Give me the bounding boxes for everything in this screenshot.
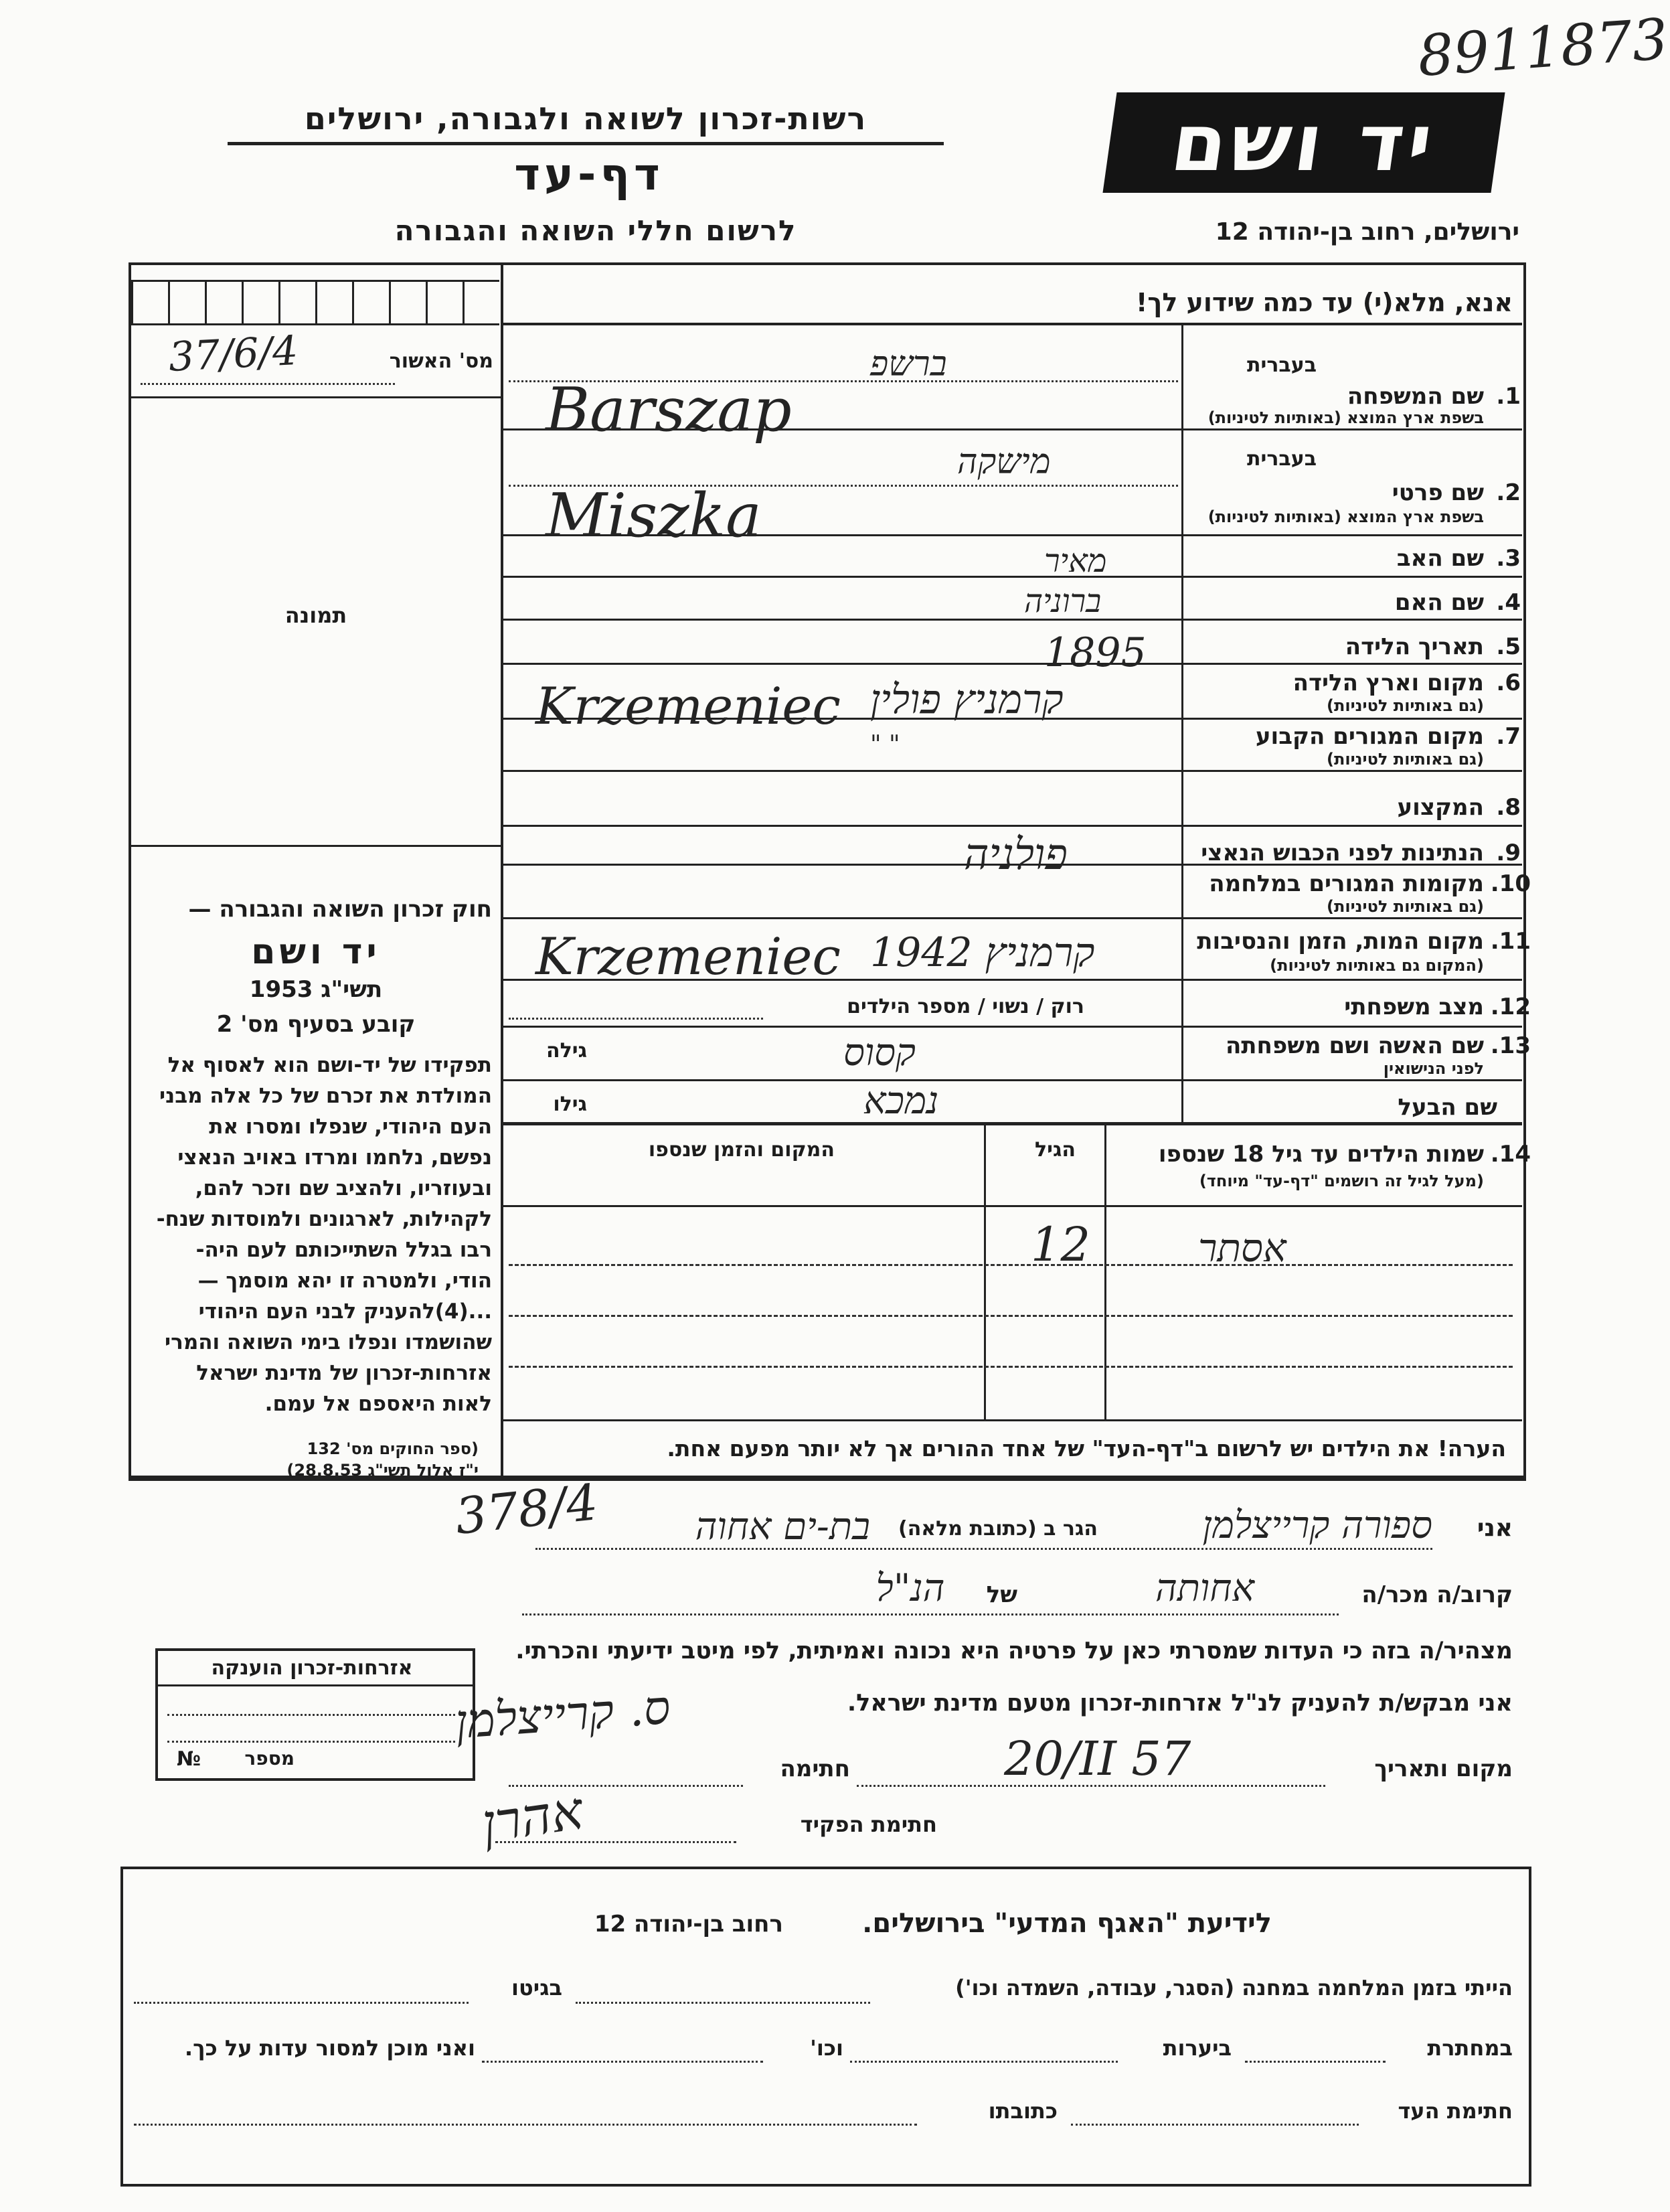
children-col-2 [1104,1122,1106,1421]
field-2-label: שם פרטי [1392,479,1484,506]
bottom-dots-2a [1245,2061,1386,2063]
citizenship-dot-2 [167,1741,455,1743]
law-line: שהושמדו ונפלו בימי השואה והמרי [165,1330,492,1354]
field-7-sub: (גם באותיות לטיניות) [1327,750,1484,769]
mother-name: ברוניה [1024,582,1102,620]
authority-underline [228,142,944,145]
field-6-label: מקום וארץ הלידה [1292,669,1484,696]
field-11-sub: (המקום גם באותיות לטיניות) [1270,956,1484,975]
field-2-hebrew-tag: בעברית [1247,447,1317,471]
birth-place: קרמניץ פולין [870,676,1064,723]
field-3-num: 3. [1496,545,1521,572]
field-9-num: 9. [1496,840,1521,866]
marital-status: רוק / נשוי / מספר הילדים [847,995,1084,1018]
law-line: ובעוזריו, ולהציב שם וזכר להם, [195,1176,492,1200]
children-note: הערה! את הילדים יש לרשום ב"דף-העד" של אחד ההורים אך לא יותר מפעם אחת. [667,1435,1506,1462]
law-year: תשי"ג 1953 [249,976,383,1003]
firstname-latin: Miszka [546,481,762,551]
field-5-num: 5. [1496,633,1521,660]
children-row-3 [509,1315,1513,1317]
husband-name: נמכא [863,1079,939,1123]
field-13-label: שם האשה ושם משפחתה [1225,1032,1484,1059]
decl-name: ספורה קרייצלמן [1202,1504,1432,1547]
field-9-label: הנתינות לפני הכבוש הנאצי [1201,840,1484,866]
husband-label: שם הבעל [1398,1094,1497,1121]
code-boxes [131,280,499,325]
field-4-num: 4. [1496,589,1521,616]
law-text [137,1050,492,1419]
field-2-sub: בשפת ארץ המוצא (באותיות לטיניות) [1207,507,1484,526]
citizenship-inner-line [155,1684,473,1686]
law-ref-1: (ספר החוקים מס' 132 [307,1439,479,1458]
logo-text: יד ושם [1165,96,1442,189]
permit-label: מס' האשור [389,349,493,373]
permit-line [141,383,395,385]
bottom-line2-c: וכו' [810,2035,843,2061]
archive-number: 8911873 [1416,6,1670,89]
surname-latin: Barszap [546,375,792,445]
field-12-label: מצב משפחתי [1344,994,1484,1020]
law-line: העם היהודי, שנפלו ומסרו את [209,1115,492,1139]
field-8-label: המקצוע [1397,794,1484,821]
photo-divider [131,845,501,847]
law-name: יד ושם [251,932,381,972]
citizenship-label: אזרחות-זכרון הוענקה [211,1656,413,1680]
bottom-line2-a: במחתרת [1427,2035,1513,2061]
children-col-age: הגיל [1035,1138,1076,1162]
decl-date-line [857,1785,1325,1787]
field-13-num: 13. [1490,1032,1531,1059]
citizenship-number-label: מספר [244,1747,295,1769]
field-2-num: 2. [1496,479,1521,506]
field-11-label: מקום המות, הזמן והנסיבות [1197,928,1484,955]
bottom-line3-b: כתובתו [988,2098,1058,2124]
bottom-line2-d: ואני מוכן למסור עדות על כך. [184,2035,475,2061]
row-line-3 [501,576,1522,578]
bottom-line2-b: ביערות [1163,2035,1232,2061]
field-1-sub: בשפת ארץ המוצא (באותיות לטיניות) [1207,408,1484,427]
decl-of-label: של [986,1581,1017,1608]
photo-label: תמונה [284,603,347,628]
citizenship-dot-1 [167,1714,455,1716]
yad-vashem-logo [1102,92,1505,193]
law-line: אזרחות-זכרון של מדינת ישראל [196,1361,492,1385]
request-divider [501,323,1522,325]
row-line-4 [501,619,1522,621]
law-line: לקהילות, לארגונים ולמוסדות שנח- [156,1207,492,1231]
decl-statement-1: מצהיר/ה בזה כי העדות שמסרתי כאן על פרטיה היא נכונה ואמיתית, לפי מיטב ידיעתי והכרתי. [515,1638,1513,1664]
law-line: ...(4)להעניק לבני העם היהודי [198,1299,492,1324]
decl-signature: ס. קרייצלמן [453,1679,673,1750]
field-10-sub: (גם באותיות לטיניות) [1327,897,1484,916]
children-row-1 [501,1205,1522,1207]
bottom-line1-a: הייתי בזמן המלחמה במחנה (הסגר, עבודה, השמדה וכו') [955,1975,1513,2000]
decl-officer-line [495,1841,736,1843]
field-1-label: שם המשפחה [1347,383,1484,410]
field-10-label: מקומות המגורים במלחמה [1209,870,1484,897]
decl-officer-signature: אהרן [478,1780,587,1855]
law-line: תפקידו של יד-ושם הוא לאסוף אל [167,1053,492,1077]
field-6-sub: (גם באותיות לטיניות) [1327,696,1484,715]
field-4-label: שם האם [1394,589,1484,616]
bottom-dots-2c [482,2061,763,2063]
row-line-12 [501,1026,1522,1028]
father-name: מאיר [1044,542,1107,580]
form-subtitle: לרשום חללי השואה והגבורה [394,214,797,247]
child-name: אסתר [1198,1225,1286,1271]
bottom-dots-1b [134,2002,469,2004]
field-10-num: 10. [1490,870,1531,897]
row-line-7 [501,770,1522,772]
law-clause: קובע בסעיף מס' 2 [216,1011,416,1038]
authority-name: רשות-זכרון לשואה ולגבורה, ירושלים [304,100,867,137]
decl-relative-label: קרוב/ה מכר/ה [1361,1581,1513,1608]
decl-statement-2: אני מבקש/ת להעניק לנ"ל אזרחות-זכרון מטעם מדינת ישראל. [847,1690,1513,1717]
decl-line-1 [535,1548,1432,1550]
nationality: פולניה [964,830,1068,880]
row-line-8 [501,825,1522,827]
children-count-line [509,1018,763,1020]
law-line: הודי, ולמטרה זו יהא מוסמך — [197,1269,492,1293]
law-title: חוק זכרון השואה והגבורה — [188,896,492,923]
firstname-hebrew: מישקה [957,442,1051,482]
header-address: ירושלים, רחוב בן-יהודה 12 [1215,218,1519,246]
permit-value: 37/6/4 [167,327,299,382]
wife-name: קסוס [843,1031,916,1075]
permit-divider [131,396,501,398]
children-header-line [501,1122,1522,1124]
row-line-13 [501,1079,1522,1081]
field-8-num: 8. [1496,794,1521,821]
bottom-dots-3b [134,2124,917,2126]
field-12-num: 12. [1490,994,1531,1020]
decl-residing: הגר ב (כתובת מלאה) [898,1517,1098,1540]
decl-place-date-label: מקום ותאריך [1374,1755,1513,1782]
law-line: רבו בגלל השתייכותם לעם היה- [195,1238,492,1262]
law-line: לאות היאספם אל עמם. [264,1392,492,1416]
bottom-dots-2b [850,2061,1118,2063]
children-row-4 [509,1366,1513,1368]
row-line-5 [501,663,1522,665]
field-1-num: 1. [1496,383,1521,410]
row-line-10 [501,917,1522,919]
decl-signature-label: חתימה [780,1755,850,1782]
field-11-num: 11. [1490,928,1531,955]
children-table-bottom [501,1419,1522,1421]
law-ref-2: י"ז אלול תשי"ג 28.8.53) [286,1461,479,1480]
field-7-label: מקום המגורים הקבוע [1255,723,1484,750]
bottom-address: רחוב בן-יהודה 12 [594,1911,783,1938]
decl-officer-label: חתימת הפקיד [800,1812,937,1837]
field-7-num: 7. [1496,723,1521,750]
field-1-hebrew-tag: בעברית [1247,353,1317,377]
decl-date: 20/II 57 [1004,1731,1191,1786]
children-sub: (מעל לגיל זה רושמים "דף-עד" מיוחד) [1199,1172,1484,1190]
children-row-2 [509,1264,1513,1266]
bottom-dots-3a [1071,2124,1359,2126]
birth-date: 1895 [1044,629,1147,676]
bottom-title: לידיעת "האגף המדעי" בירושלים. [862,1908,1272,1939]
field-13-sub: לפני הנישואין [1383,1059,1484,1078]
decl-of-value: הנ"ל [875,1567,945,1610]
law-line: המולדת את זכרם של כל אלה מבני [159,1084,492,1108]
field-5-label: תאריך הלידה [1345,633,1484,660]
residence: " " [870,731,900,759]
decl-ref-number: 378/4 [452,1474,601,1546]
citizenship-number-sign: № [177,1747,201,1771]
side-column-divider [501,262,503,1476]
field-6-num: 6. [1496,669,1521,696]
bottom-line3-a: חתימת העד [1398,2098,1513,2124]
death-place: קרמניץ 1942 [870,929,1095,976]
decl-i-label: אני [1477,1514,1513,1542]
bottom-dots-1a [576,2002,870,2004]
decl-line-2 [522,1613,1339,1615]
children-col-1 [984,1122,986,1421]
decl-relation: אחותה [1155,1567,1255,1610]
law-line: נפשם, נלחמו ומרדו באויב הנאצי [177,1146,492,1170]
decl-address: בת-ים אחוה [695,1505,870,1549]
field-3-label: שם האב [1396,545,1484,572]
request-text: אנא, מלא(י) עד כמה שידוע לך! [1136,288,1513,317]
children-col-place: המקום והזמן שנספו [648,1138,835,1162]
label-column-divider [1181,323,1183,1123]
death-place-latin: Krzemeniec [535,927,841,986]
husband-age-label: גילו [553,1093,587,1116]
child-age: 12 [1031,1217,1091,1272]
wife-age-label: גילה [546,1039,587,1062]
surname-hebrew: ברשפ [870,344,947,384]
birth-place-latin: Krzemeniec [535,676,841,736]
children-label: שמות הילדים עד גיל 18 שנספו [1158,1141,1484,1168]
children-num: 14. [1490,1141,1531,1168]
form-title: דף-עד [514,149,664,200]
bottom-line1-b: בגיטו [511,1975,562,2000]
